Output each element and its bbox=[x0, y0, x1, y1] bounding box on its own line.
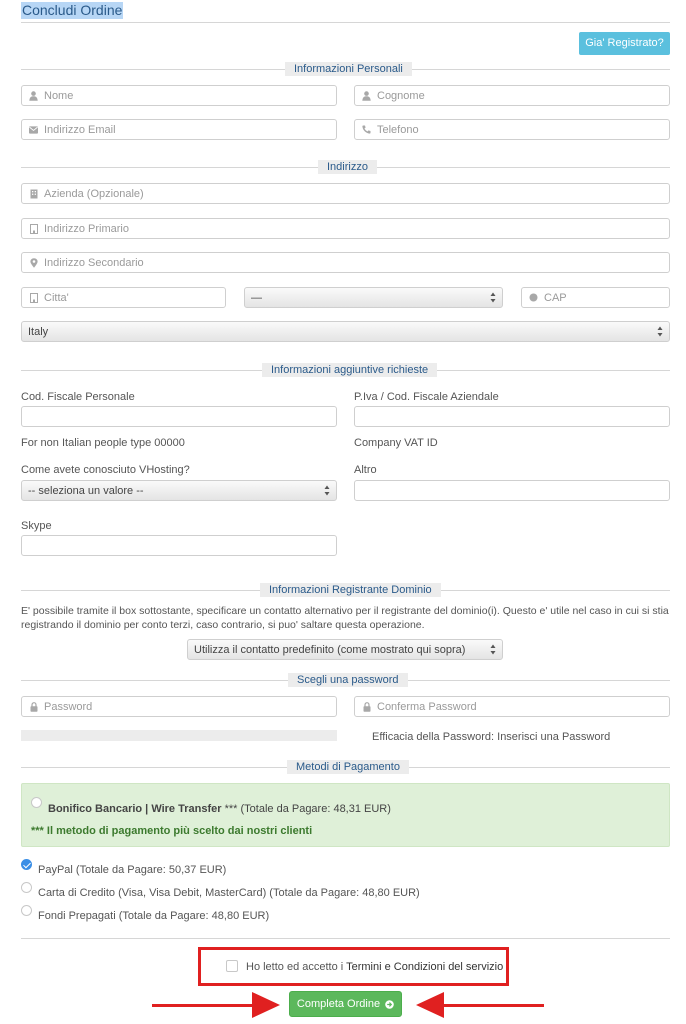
building-icon bbox=[29, 189, 38, 199]
city-field[interactable] bbox=[21, 287, 226, 308]
registrant-description-line1: E' possibile tramite il box sottostante, specificare un contatto alternativo per il registrante del dominio(i). Questo e' utile nel caso in cui si stia bbox=[21, 605, 669, 617]
user-icon bbox=[362, 91, 371, 101]
credit-card-radio[interactable] bbox=[21, 882, 32, 893]
state-select[interactable] bbox=[244, 287, 503, 308]
city-placeholder: Citta' bbox=[44, 291, 69, 304]
source-select[interactable] bbox=[21, 480, 337, 501]
paypal-option[interactable]: PayPal (Totale da Pagare: 50,37 EUR) bbox=[38, 864, 227, 876]
bank-transfer-note: *** Il metodo di pagamento più scelto dai nostri clienti bbox=[31, 825, 313, 837]
state-select-value: — bbox=[251, 291, 262, 304]
tax-code-label: Cod. Fiscale Personale bbox=[21, 391, 135, 403]
section-title-password: Scegli una password bbox=[288, 673, 408, 687]
password-placeholder: Password bbox=[44, 700, 93, 713]
page-title: Concludi Ordine bbox=[22, 2, 123, 18]
password-field[interactable] bbox=[21, 696, 337, 717]
bank-transfer-total: (Totale da Pagare: 48,31 EUR) bbox=[240, 803, 391, 815]
arrow-circle-right-icon bbox=[385, 999, 394, 1009]
skype-input[interactable] bbox=[21, 535, 337, 556]
last-name-placeholder: Cognome bbox=[377, 89, 425, 102]
bank-transfer-stars: *** bbox=[224, 803, 238, 815]
registrant-description-line2: registrando il dominio per conto terzi, caso contrario, si puo' saltare questa operazione. bbox=[21, 619, 425, 631]
select-arrows-icon bbox=[657, 325, 663, 338]
vat-help: Company VAT ID bbox=[354, 437, 438, 449]
payment-highlight-box bbox=[21, 783, 670, 847]
complete-order-button[interactable] bbox=[289, 991, 402, 1017]
email-placeholder: Indirizzo Email bbox=[44, 123, 116, 136]
other-label: Altro bbox=[354, 464, 377, 476]
terms-prefix: Ho letto ed accetto i bbox=[246, 961, 344, 973]
lock-icon bbox=[362, 702, 371, 712]
confirm-password-placeholder: Conferma Password bbox=[377, 700, 477, 713]
select-arrows-icon bbox=[490, 643, 496, 656]
prepaid-funds-radio[interactable] bbox=[21, 905, 32, 916]
select-arrows-icon bbox=[324, 484, 330, 497]
last-name-field[interactable] bbox=[354, 85, 670, 106]
confirm-password-field[interactable] bbox=[354, 696, 670, 717]
first-name-field[interactable] bbox=[21, 85, 337, 106]
phone-placeholder: Telefono bbox=[377, 123, 419, 136]
terms-link[interactable]: Termini e Condizioni del servizio bbox=[346, 961, 504, 973]
skype-label: Skype bbox=[21, 520, 52, 532]
lock-icon bbox=[29, 702, 38, 712]
vat-label: P.Iva / Cod. Fiscale Aziendale bbox=[354, 391, 499, 403]
section-title-payment: Metodi di Pagamento bbox=[287, 760, 409, 774]
building-icon bbox=[29, 293, 38, 303]
bank-transfer-option[interactable] bbox=[48, 803, 391, 815]
company-field[interactable] bbox=[21, 183, 670, 204]
envelope-icon bbox=[29, 125, 38, 135]
tax-code-help: For non Italian people type 00000 bbox=[21, 437, 185, 449]
address2-placeholder: Indirizzo Secondario bbox=[44, 256, 144, 269]
already-registered-button[interactable]: Gia' Registrato? bbox=[579, 32, 670, 55]
country-select[interactable] bbox=[21, 321, 670, 342]
address1-field[interactable] bbox=[21, 218, 670, 239]
paypal-radio[interactable] bbox=[21, 859, 32, 870]
tax-code-input[interactable] bbox=[21, 406, 337, 427]
user-icon bbox=[29, 91, 38, 101]
select-arrows-icon bbox=[490, 291, 496, 304]
phone-field[interactable] bbox=[354, 119, 670, 140]
section-title-domain-registrant: Informazioni Registrante Dominio bbox=[260, 583, 441, 597]
complete-order-label: Completa Ordine bbox=[296, 998, 381, 1010]
terms-text bbox=[246, 961, 503, 973]
divider bbox=[21, 22, 670, 23]
country-select-value: Italy bbox=[28, 325, 49, 338]
red-arrow-icon bbox=[152, 990, 282, 1020]
red-arrow-icon bbox=[414, 990, 544, 1020]
section-title-personal: Informazioni Personali bbox=[285, 62, 412, 76]
registrant-contact-select[interactable] bbox=[187, 639, 503, 660]
terms-checkbox[interactable] bbox=[226, 960, 238, 972]
source-label: Come avete conosciuto VHosting? bbox=[21, 464, 190, 476]
phone-icon bbox=[362, 125, 371, 135]
other-input[interactable] bbox=[354, 480, 670, 501]
map-marker-icon bbox=[29, 258, 38, 268]
credit-card-option[interactable]: Carta di Credito (Visa, Visa Debit, MasterCard) (Totale da Pagare: 48,80 EUR) bbox=[38, 887, 420, 899]
company-placeholder: Azienda (Opzionale) bbox=[44, 187, 144, 200]
zip-placeholder: CAP bbox=[544, 291, 567, 304]
source-select-value: -- seleziona un valore -- bbox=[28, 484, 144, 497]
first-name-placeholder: Nome bbox=[44, 89, 74, 102]
building-icon bbox=[29, 224, 38, 234]
password-strength-bar bbox=[21, 730, 337, 741]
divider bbox=[21, 938, 670, 939]
zip-field[interactable] bbox=[521, 287, 670, 308]
section-title-address: Indirizzo bbox=[318, 160, 377, 174]
registrant-contact-value: Utilizza il contatto predefinito (come mostrato qui sopra) bbox=[194, 643, 466, 656]
password-strength-text: Efficacia della Password: Inserisci una Password bbox=[372, 731, 611, 743]
circle-icon bbox=[529, 293, 538, 303]
bank-transfer-radio[interactable] bbox=[31, 797, 42, 808]
email-field[interactable] bbox=[21, 119, 337, 140]
section-title-additional: Informazioni aggiuntive richieste bbox=[262, 363, 437, 377]
address2-field[interactable] bbox=[21, 252, 670, 273]
vat-input[interactable] bbox=[354, 406, 670, 427]
bank-transfer-name: Bonifico Bancario | Wire Transfer bbox=[48, 803, 222, 815]
prepaid-funds-option[interactable]: Fondi Prepagati (Totale da Pagare: 48,80 EUR) bbox=[38, 910, 270, 922]
address1-placeholder: Indirizzo Primario bbox=[44, 222, 129, 235]
